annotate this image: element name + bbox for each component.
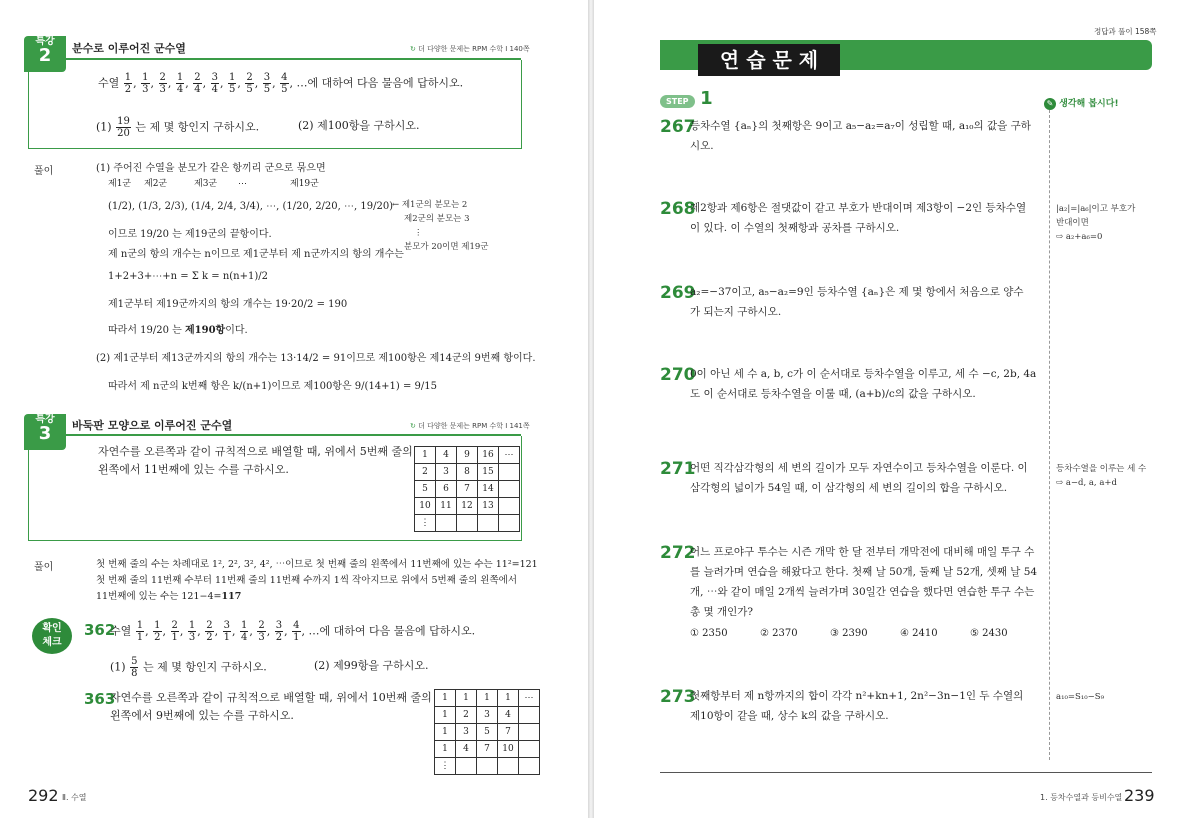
fraction: $\frac{3}{2}$ xyxy=(275,620,283,643)
section-title-3: 바둑판 모양으로 이루어진 군수열 xyxy=(72,419,233,432)
right-page: 정답과 풀이 158쪽 연 습 문 제 STEP 1 ✎ 생각해 봅시다! 267 등차수열 {aₙ}의 첫째항은 9이고 a₅−a₂=a₇이 성립할 때, a₁₀의 값을 구하 시오. 268 제2항과 제6항은 절댓값이 같고 부호가 반대이며 제3항이 −2인 등차수열 이 있다. 이 수열의 첫째항과 공차를 구하시오. 269 a₂=−37이고, a₅−a₂=9인 등차수열 {aₙ}은 제 몇 항에서 처음으로 양수 가 되는지 구하시오. 270 0이 아닌 세 수 a, b, c가 이 순서대로 등차수열을 이루고, 세 수 −c, 2b, 4a 도 이 순서대로 등차수열을 이룰 때, (a+b)/c의 값을 구하시오. 271 어떤 직각삼각형의 세 변의 길이가 모두 자연수이고 등차수열을 이룬다. 이 삼각형의 넓이가 54일 때, 이 삼각형의 세 변의 길이의 합을 구하시오. 272 어느 프로야구 투수는 시즌 개막 한 달 전부터 개막전에 대비해 매일 투구 수 를 늘려가며 연습을 해왔다고 한다. 첫째 날 50개, 둘째 날 52개, 셋째 날 54 개, ⋯와 같이 매일 2개씩 늘려가며 30일간 연습을 했다면 연습한 투구 수는 총 몇 개인가? 273 첫째항부터 제 n항까지의 합이 각각 n²+kn+1, 2n²−3n−1인 두 수열의 제10항이 같을 때, 상수 k의 값을 구하시오. ① 2350 ② 2370 ③ 2390 ④ 2410 ⑤ 2430 |a₂|=|a₆|이고 부호가 반대이면 ⇨ a₂+a₆=0 등차수열을 이루는 세 수 ⇨ a−d, a, a+d a₁₀=S₁₀−S₉ 1. 등차수열과 등비수열 239 xyxy=(594,0,1182,818)
problem-text-line: 0이 아닌 세 수 a, b, c가 이 순서대로 등차수열을 이루고, 세 수 −c, 2b, 4a xyxy=(690,368,1037,380)
grid-cell xyxy=(478,515,499,532)
fraction: $\frac{4}{1}$ xyxy=(293,620,300,643)
grid-cell: 1 xyxy=(435,741,456,758)
grid-cell: 10 xyxy=(415,498,436,515)
side-note-1: ← 제1군의 분모는 2 xyxy=(392,200,468,210)
grid-cell: 5 xyxy=(477,724,498,741)
grid-cell: 1 xyxy=(435,707,456,724)
special3-text2: 왼쪽에서 11번째에 있는 수를 구하시오. xyxy=(98,463,289,476)
grid-cell: 7 xyxy=(477,741,498,758)
grid-cell: 4 xyxy=(498,707,519,724)
problem-362-q1: (1) $\frac{5}{8}$ 는 제 몇 항인지 구하시오. xyxy=(110,656,267,679)
problem-number-363: 363 xyxy=(84,690,116,708)
fraction: $\frac{2}{3}$ xyxy=(258,620,265,643)
grid-cell xyxy=(477,758,498,775)
grid-cell: 1 xyxy=(477,690,498,707)
solution2-line4: 1+2+3+⋯+n = Σ k = n(n+1)/2 xyxy=(108,271,268,282)
solution-label: 풀이 xyxy=(34,166,54,177)
grid-cell: 5 xyxy=(415,481,436,498)
grid-cell: 1 xyxy=(415,447,436,464)
grid-cell: 8 xyxy=(457,464,478,481)
solution2-line5: 제1군부터 제19군까지의 항의 개수는 19·20/2 = 190 xyxy=(108,299,348,310)
footer-rule xyxy=(660,772,1152,773)
problem-number-362: 362 xyxy=(84,621,116,639)
grid-cell: 3 xyxy=(436,464,457,481)
fraction: $\frac{1}{2}$ xyxy=(154,620,161,643)
chapter-footer-right: 1. 등차수열과 등비수열 xyxy=(1040,793,1123,802)
grid-cell: 2 xyxy=(415,464,436,481)
problem-text-line: 어느 프로야구 투수는 시즌 개막 한 달 전부터 개막전에 대비해 매일 투구 수 xyxy=(690,546,1035,558)
grid-cell: 7 xyxy=(457,481,478,498)
check-badge: 확인 체크 xyxy=(32,618,72,654)
refresh-icon: ↻ xyxy=(410,422,416,430)
special-tag-2: 특강 2 xyxy=(24,36,66,72)
solution2-line3: 제 n군의 항의 개수는 n이므로 제1군부터 제 n군까지의 항의 개수는 xyxy=(108,249,404,260)
grid-cell xyxy=(436,515,457,532)
side-note-268: |a₂|=|a₆|이고 부호가 반대이면 ⇨ a₂+a₆=0 xyxy=(1056,204,1136,242)
grid-cell xyxy=(519,758,540,775)
grid-cell: ⋮ xyxy=(415,515,436,532)
problem-number: 269 xyxy=(660,283,696,303)
grid-cell: 1 xyxy=(435,690,456,707)
chapter-footer-left: Ⅱ. 수열 xyxy=(62,793,87,802)
problem-number: 268 xyxy=(660,199,696,219)
fraction: $\frac{2}{5}$ xyxy=(246,72,253,95)
fraction: $\frac{2}{2}$ xyxy=(206,620,213,643)
fraction: $\frac{1}{5}$ xyxy=(229,72,236,95)
grid-cell: 6 xyxy=(436,481,457,498)
fraction: $\frac{3}{4}$ xyxy=(211,72,219,95)
problem-text-line: 제10항이 같을 때, 상수 k의 값을 구하시오. xyxy=(690,710,889,722)
solution2-line2: 이므로 19/20 는 제19군의 끝항이다. xyxy=(108,229,272,240)
grid-cell xyxy=(456,758,477,775)
special2-q2: (2) 제100항을 구하시오. xyxy=(298,119,420,132)
grid-cell: 2 xyxy=(456,707,477,724)
problem-text-line: 총 몇 개인가? xyxy=(690,606,754,618)
problem-number: 271 xyxy=(660,459,696,479)
problem-text-line: 어떤 직각삼각형의 세 변의 길이가 모두 자연수이고 등차수열을 이룬다. 이 xyxy=(690,462,1028,474)
fraction: $\frac{1}{3}$ xyxy=(142,72,149,95)
grid-cell: 9 xyxy=(457,447,478,464)
problem-text-line: 시오. xyxy=(690,140,714,152)
problem-362-q2: (2) 제99항을 구하시오. xyxy=(314,659,429,672)
grid-cell: 11 xyxy=(436,498,457,515)
fraction: $\frac{4}{5}$ xyxy=(281,72,288,95)
grid-cell: 3 xyxy=(456,724,477,741)
problem-text-line: 첫째항부터 제 n항까지의 합이 각각 n²+kn+1, 2n²−3n−1인 두 수열의 xyxy=(690,690,1024,702)
grid-cell: 7 xyxy=(498,724,519,741)
step-badge: STEP 1 xyxy=(660,88,713,106)
side-note-271: 등차수열을 이루는 세 수 ⇨ a−d, a, a+d xyxy=(1056,464,1147,488)
grid-cell: 4 xyxy=(436,447,457,464)
problem-number: 273 xyxy=(660,687,696,707)
grid-cell xyxy=(519,741,540,758)
fraction: $\frac{2}{4}$ xyxy=(194,72,201,95)
special-tag-3: 특강 3 xyxy=(24,414,66,450)
problem-text-line: 도 이 순서대로 등차수열을 이룰 때, (a+b)/c의 값을 구하시오. xyxy=(690,388,976,400)
problem-text-line: 를 늘려가며 연습을 해왔다고 한다. 첫째 날 50개, 둘째 날 52개, 셋째 날 54 xyxy=(690,566,1038,578)
think-header: ✎ 생각해 봅시다! xyxy=(1044,96,1119,110)
banner-title: 연 습 문 제 xyxy=(698,44,840,76)
fraction: $\frac{3}{5}$ xyxy=(263,72,271,95)
problem-text-line: 이 있다. 이 수열의 첫째항과 공차를 구하시오. xyxy=(690,222,900,234)
section-title-2: 분수로 이루어진 군수열 xyxy=(72,42,186,55)
grid-cell: ⋯ xyxy=(519,690,540,707)
side-note-2: 제2군의 분모는 3 xyxy=(404,214,470,224)
fraction: $\frac{2}{1}$ xyxy=(171,620,178,643)
fraction: $\frac{2}{3}$ xyxy=(159,72,166,95)
grid-cell xyxy=(499,498,520,515)
groups-expression: (1/2), (1/3, 2/3), (1/4, 2/4, 3/4), ⋯, (1/20, 2/20, ⋯, 19/20) xyxy=(108,201,394,212)
solution3-line1: 첫 번째 줄의 수는 차례대로 1², 2², 3², 4², ⋯이므로 첫 번째 줄의 왼쪽에서 11번째에 있는 수는 11²=121 xyxy=(96,559,538,570)
grid-cell: 15 xyxy=(478,464,499,481)
grid-cell: ⋯ xyxy=(499,447,520,464)
problem-number: 267 xyxy=(660,117,696,137)
number-grid-363 xyxy=(434,689,540,775)
grid-cell xyxy=(499,464,520,481)
solution3-line3: 11번째에 있는 수는 121−4=117 xyxy=(96,591,242,602)
problem-text-line: 삼각형의 넓이가 54일 때, 이 삼각형의 세 변의 길이의 합을 구하시오. xyxy=(690,482,1008,494)
rpm-reference-3: ↻ 더 다양한 문제는 RPM 수학 Ⅰ 141쪽 xyxy=(410,422,530,430)
fraction: $\frac{1}{1}$ xyxy=(136,620,144,643)
problem-text-line: a₂=−37이고, a₅−a₂=9인 등차수열 {aₙ}은 제 몇 항에서 처음으로 양수 xyxy=(690,286,1024,298)
problem-number: 270 xyxy=(660,365,696,385)
fraction: $\frac{1}{4}$ xyxy=(241,620,248,643)
refresh-icon: ↻ xyxy=(410,45,416,53)
grid-cell: 12 xyxy=(457,498,478,515)
grid-cell: ⋮ xyxy=(435,758,456,775)
grid-cell: 10 xyxy=(498,741,519,758)
special2-question: 수열 $\frac{1}{2}$ , $\frac{1}{3}$ , $\frac{2}{3}$ , $\frac{1}{4}$ , $\frac{2}{4}$ , $\frac{3}{4}$ , $\frac{1}{5}$ , $\frac{2}{5}$ , $\frac{3}{5}$ , $\frac{4}{5}$ , …에 대하여 다음 물음에 답하시오. xyxy=(98,72,464,95)
grid-cell: 1 xyxy=(456,690,477,707)
grid-cell: 3 xyxy=(477,707,498,724)
grid-cell xyxy=(519,724,540,741)
number-grid-3 xyxy=(414,446,520,532)
solution2-line6: 따라서 19/20 는 제190항이다. xyxy=(108,325,248,336)
solution3-line2: 첫 번째 줄의 11번째 수부터 11번째 줄의 11번째 수까지 1씩 작아지므로 위에서 5번째 줄의 왼쪽에서 xyxy=(96,575,518,586)
special2-q1: (1) $\frac{19}{20}$ 는 제 몇 항인지 구하시오. xyxy=(96,116,260,139)
fraction: $\frac{1}{4}$ xyxy=(176,72,184,95)
page-number-right: 239 xyxy=(1124,786,1155,805)
problem-text-line: 제2항과 제6항은 절댓값이 같고 부호가 반대이며 제3항이 −2인 등차수열 xyxy=(690,202,1027,214)
problem-text-line: 등차수열 {aₙ}의 첫째항은 9이고 a₅−a₂=a₇이 성립할 때, a₁₀의 값을 구하 xyxy=(690,120,1031,132)
grid-cell xyxy=(457,515,478,532)
problem-number: 272 xyxy=(660,543,696,563)
special3-text1: 자연수를 오른쪽과 같이 규칙적으로 배열할 때, 위에서 5번째 줄의 xyxy=(98,445,413,458)
problem-text-line: 개, ⋯와 같이 매일 2개씩 늘려가며 30일간 연습을 했다면 연습한 투구 수는 xyxy=(690,586,1035,598)
solution2-line7: (2) 제1군부터 제13군까지의 항의 개수는 13·14/2 = 91이므로 제100항은 제14군의 9번째 항이다. xyxy=(96,353,536,364)
fraction: $\frac{1}{3}$ xyxy=(188,620,196,643)
problem-363-text1: 자연수를 오른쪽과 같이 규칙적으로 배열할 때, 위에서 10번째 줄의 xyxy=(110,691,432,704)
problem-363-text2: 왼쪽에서 9번째에 있는 수를 구하시오. xyxy=(110,709,294,722)
lightbulb-icon: ✎ xyxy=(1044,98,1056,110)
side-column-divider xyxy=(1049,110,1050,760)
side-note-3: ⋮ xyxy=(414,228,423,238)
side-note-273: a₁₀=S₁₀−S₉ xyxy=(1056,692,1104,702)
grid-cell: 14 xyxy=(478,481,499,498)
fraction: $\frac{1}{2}$ xyxy=(124,72,132,95)
grid-cell: 4 xyxy=(456,741,477,758)
solution2-line8: 따라서 제 n군의 k번째 항은 k/(n+1)이므로 제100항은 9/(14+1) = 9/15 xyxy=(108,381,438,392)
grid-cell xyxy=(519,707,540,724)
fraction: $\frac{3}{1}$ xyxy=(223,620,231,643)
solution2-line1: (1) 주어진 수열을 분모가 같은 항끼리 군으로 묶으면 xyxy=(96,163,326,174)
page-number-left: 292 xyxy=(28,786,59,805)
grid-cell: 1 xyxy=(435,724,456,741)
rpm-reference-2: ↻ 더 다양한 문제는 RPM 수학 Ⅰ 140쪽 xyxy=(410,45,530,53)
left-page: 특강 2 분수로 이루어진 군수열 ↻ 더 다양한 문제는 RPM 수학 Ⅰ 140쪽 수열 $\frac{1}{2}$ , $\frac{1}{3}$ , $\frac{2}{3}$ , $\frac{1}{4}$ , $\frac{2}{4}$ , $\frac{3}{4}$ , $\frac{1}{5}$ , $\frac{2}{5}$ , $\frac{3}{5}$ , $\frac{4}{5}$ , …에 대하여 다음 물음에 답하시오. (1) $\frac{19}{20}$ 는 제 몇 항인지 구하시오. (2) 제100항을 구하시오. 풀이 (1) 주어진 수열을 분모가 같은 항끼리 군으로 묶으면 제1군 제2군 제3군 ⋯ 제19군 (1/2), (1/3, 2/3), (1/4, 2/4, 3/4), ⋯, (1/20, 2/20, ⋯, 19/20) ← 제1군의 분모는 2 제2군의 분모는 3 ⋮ 분모가 20이면 제19군 이므로 19/20 는 제19군의 끝항이다. 제 n군의 항의 개수는 n이므로 제1군부터 제 n군까지의 항의 개수는 1+2+3+⋯+n = Σ k = n(n+1)/2 제1군부터 제19군까지의 항의 개수는 19·20/2 = 190 따라서 19/20 는 제190항이다. (2) 제1군부터 제13군까지의 항의 개수는 13·14/2 = 91이므로 제100항은 제14군의 9번째 항이다. 따라서 제 n군의 k번째 항은 k/(n+1)이므로 제100항은 9/(14+1) = 9/15 특강 3 바둑판 모양으로 이루어진 군수열 ↻ 더 다양한 문제는 RPM 수학 Ⅰ 141쪽 자연수를 오른쪽과 같이 규칙적으로 배열할 때, 위에서 5번째 줄의 왼쪽에서 11번째에 있는 수를 구하시오. 1 4 9 16 ⋯ 2 3 8 15 5 6 7 14 10 11 12 13 ⋮ 풀이 첫 번째 줄의 수는 차례대로 1², 2², 3², 4², ⋯이므로 첫 번째 줄의 왼쪽에서 11번째에 있는 수는 11²=121 첫 번째 줄의 11번째 수부터 11번째 줄의 11번째 수까지 1씩 작아지므로 위에서 5번째 줄의 왼쪽에서 11번째에 있는 수는 121−4=117 확인 체크 362 수열 $\frac{1}{1}$ , $\frac{1}{2}$ , $\frac{2}{1}$ , $\frac{1}{3}$ , $\frac{2}{2}$ , $\frac{3}{1}$ , $\frac{1}{4}$ , $\frac{2}{3}$ , $\frac{3}{2}$ , $\frac{4}{1}$ , …에 대하여 다음 물음에 답하시오. (1) $\frac{5}{8}$ 는 제 몇 항인지 구하시오. (2) 제99항을 구하시오. 363 자연수를 오른쪽과 같이 규칙적으로 배열할 때, 위에서 10번째 줄의 왼쪽에서 9번째에 있는 수를 구하시오. 1 1 1 1 ⋯ 1 2 3 4 1 3 5 7 1 4 7 10 ⋮ 292 Ⅱ. 수열 xyxy=(0,0,588,818)
grid-cell: 1 xyxy=(498,690,519,707)
grid-cell xyxy=(498,758,519,775)
grid-cell xyxy=(499,481,520,498)
problem-text-line: 가 되는지 구하시오. xyxy=(690,306,782,318)
answer-reference: 정답과 풀이 158쪽 xyxy=(1094,27,1157,36)
grid-cell: 13 xyxy=(478,498,499,515)
grid-cell: 16 xyxy=(478,447,499,464)
problem-362-text: 수열 $\frac{1}{1}$ , $\frac{1}{2}$ , $\frac{2}{1}$ , $\frac{1}{3}$ , $\frac{2}{2}$ , $\frac{3}{1}$ , $\frac{1}{4}$ , $\frac{2}{3}$ , $\frac{3}{2}$ , $\frac{4}{1}$ , …에 대하여 다음 물음에 답하시오. xyxy=(110,620,476,643)
solution-label-3: 풀이 xyxy=(34,562,54,573)
grid-cell xyxy=(499,515,520,532)
side-note-4: 분모가 20이면 제19군 xyxy=(404,242,489,252)
